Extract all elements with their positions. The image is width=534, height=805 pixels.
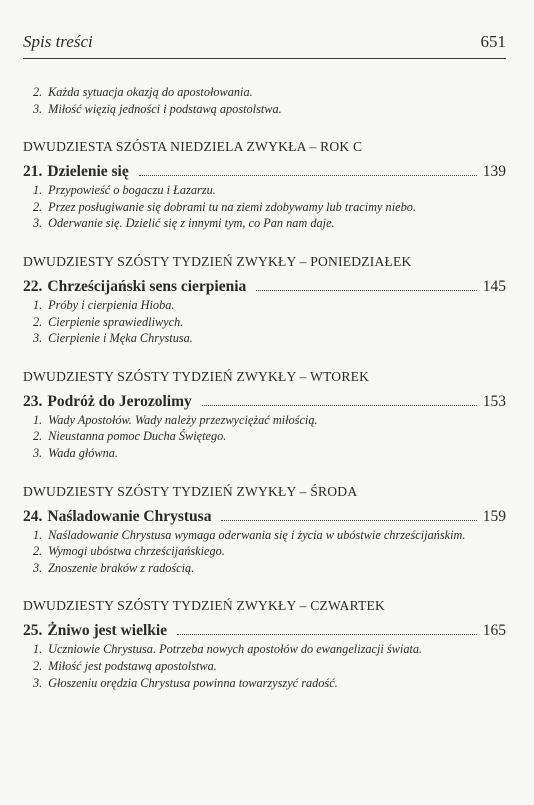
running-title: Spis treści — [23, 32, 93, 51]
dot-leader — [177, 634, 477, 635]
toc-subitem: 2. Każda sytuacja okazją do apostołowania. — [33, 85, 253, 99]
header-rule — [23, 58, 506, 59]
continuation-list — [23, 84, 506, 117]
toc-body — [23, 84, 506, 691]
toc-subitem: 1. Przypowieść o bogaczu i Łazarzu. — [33, 183, 216, 198]
toc-subitem: 2. Cierpienie sprawiedliwych. — [33, 314, 184, 329]
running-head — [23, 32, 506, 60]
toc-subitem: 3. Głoszeniu orędzia Chrystusa powinna towarzyszyć radość. — [33, 675, 338, 690]
toc-subitem: 2. Miłość jest podstawą apostolstwa. — [33, 658, 217, 673]
dot-leader — [202, 405, 477, 406]
entry-number: 24. — [23, 507, 43, 525]
dot-leader — [256, 290, 476, 291]
toc-subitem: 3. Miłość więzią jedności i podstawą apostolstwa. — [33, 101, 282, 116]
dot-leader — [139, 175, 477, 176]
entry-title: Dzielenie się — [47, 163, 129, 181]
section-heading: DWUDZIESTY SZÓSTY TYDZIEŃ ZWYKŁY – ŚRODA — [23, 483, 358, 499]
toc-subitem: 3. Oderwanie się. Dzielić się z innymi tym, co Pan nam daje. — [33, 216, 335, 231]
section-heading: DWUDZIESTA SZÓSTA NIEDZIELA ZWYKŁA – ROK C — [23, 139, 363, 155]
toc-subitem: 2. Wymogi ubóstwa chrześcijańskiego. — [33, 544, 225, 559]
toc-section — [23, 369, 506, 462]
toc-subitem: 1. Naśladowanie Chrystusa wymaga oderwania się i życia w ubóstwie chrześcijańskim. — [33, 527, 466, 542]
toc-section — [23, 139, 506, 232]
entry-number: 25. — [23, 622, 43, 640]
toc-subitem: 3. Znoszenie braków z radością. — [33, 560, 195, 575]
toc-subitem: 2. Przez posługiwanie się dobrami tu na ziemi zdobywamy lub tracimy niebo. — [33, 199, 416, 214]
entry-number: 23. — [23, 392, 43, 410]
section-heading: DWUDZIESTY SZÓSTY TYDZIEŃ ZWYKŁY – WTOREK — [23, 368, 370, 384]
entry-page: 165 — [482, 622, 506, 640]
toc-section — [23, 484, 506, 577]
entry-title: Naśladowanie Chrystusa — [47, 507, 212, 525]
entry-title: Podróż do Jerozolimy — [47, 392, 192, 410]
toc-entry[interactable] — [23, 162, 506, 182]
entry-page: 139 — [482, 163, 506, 181]
section-heading: DWUDZIESTY SZÓSTY TYDZIEŃ ZWYKŁY – PONIEDZIAŁEK — [23, 253, 412, 269]
toc-entry[interactable] — [23, 277, 506, 297]
dot-leader — [221, 520, 476, 521]
toc-entry[interactable] — [23, 507, 506, 527]
toc-entry[interactable] — [23, 392, 506, 412]
toc-section — [23, 598, 506, 691]
toc-subitem: 2. Nieustanna pomoc Ducha Świętego. — [33, 429, 227, 444]
entry-title: Żniwo jest wielkie — [47, 622, 168, 640]
entry-number: 22. — [23, 277, 43, 295]
toc-subitem: 3. Wada główna. — [33, 445, 118, 460]
toc-section — [23, 254, 506, 347]
entry-title: Chrześcijański sens cierpienia — [47, 277, 247, 295]
page-number: 651 — [480, 32, 506, 51]
toc-subitem: 1. Wady Apostołów. Wady należy przezwyciężać miłością. — [33, 412, 318, 427]
section-heading: DWUDZIESTY SZÓSTY TYDZIEŃ ZWYKŁY – CZWARTEK — [23, 598, 386, 614]
entry-page: 153 — [482, 392, 506, 410]
toc-subitem: 1. Próby i cierpienia Hioba. — [33, 297, 175, 312]
entry-page: 159 — [482, 507, 506, 525]
toc-subitem: 1. Uczniowie Chrystusa. Potrzeba nowych apostołów do ewangelizacji świata. — [33, 642, 423, 657]
toc-subitem: 3. Cierpienie i Męka Chrystusa. — [33, 331, 193, 346]
entry-page: 145 — [482, 277, 506, 295]
toc-entry[interactable] — [23, 621, 506, 641]
entry-number: 21. — [23, 163, 43, 181]
